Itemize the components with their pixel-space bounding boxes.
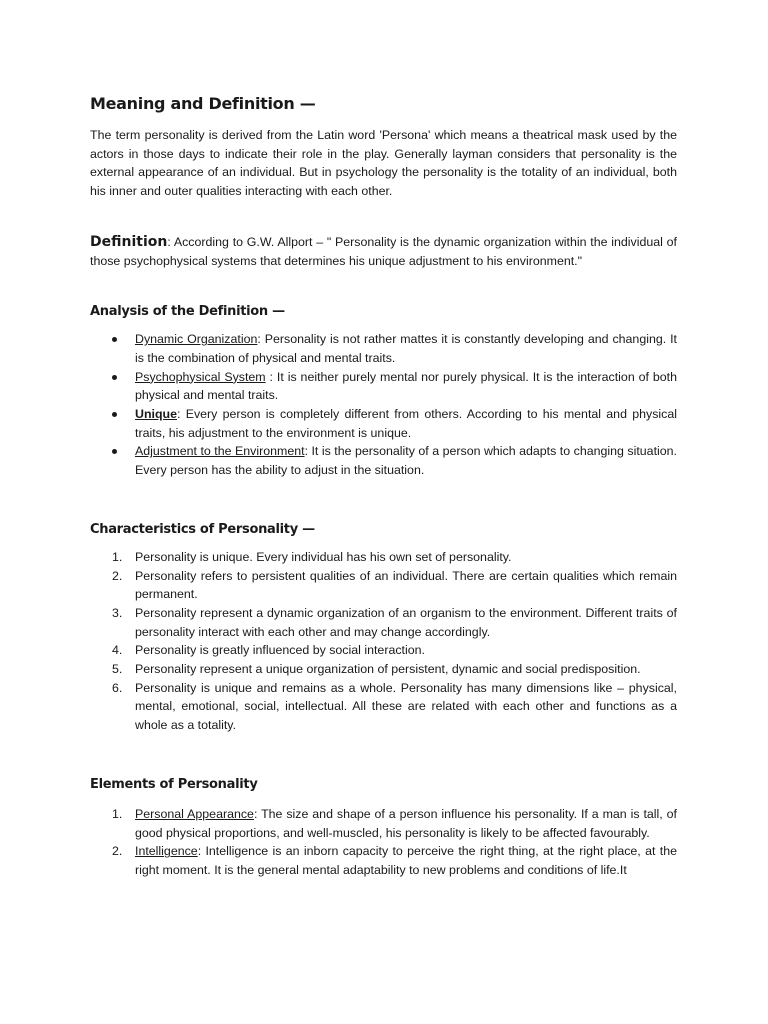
- term: Intelligence: [135, 844, 198, 859]
- list-item: [90, 368, 677, 405]
- heading-analysis: Analysis of the Definition —: [90, 304, 285, 320]
- item-number: 4.: [112, 643, 123, 658]
- document-body: [90, 92, 677, 880]
- elements-list: [90, 805, 677, 880]
- item-text: Personality is unique. Every individual has his own set of personality.: [135, 549, 512, 564]
- item-text: Personality is unique and remains as a whole. Personality has many dimensions like – physical, mental, emotional, social, intellectual. All these are related with each other and functions as a whole as a totality.: [135, 680, 677, 733]
- item-text: : It is neither purely mental nor purely physical. It is the interaction of both physical and mental traits.: [135, 369, 677, 403]
- item-text: : Intelligence is an inborn capacity to perceive the right thing, at the right place, at the right moment. It is the general mental adaptability to new problems and conditions of life.It: [135, 844, 677, 877]
- heading-meaning-definition: Meaning and Definition —: [90, 94, 316, 113]
- definition-paragraph: [90, 233, 677, 270]
- heading-elements: Elements of Personality: [90, 776, 258, 792]
- definition-label: Definition: [90, 233, 168, 250]
- term: Adjustment to the Environment: [135, 444, 305, 459]
- term: Personal Appearance: [135, 806, 254, 821]
- item-number: 5.: [112, 662, 123, 677]
- list-item: [90, 842, 677, 879]
- definition-text: : According to G.W. Allport – " Personality is the dynamic organization within the individual of those psychophysical systems that determines his unique adjustment to his environment.": [90, 234, 677, 268]
- list-item: [90, 805, 677, 842]
- term: Psychophysical System: [135, 369, 266, 384]
- item-text: Personality represent a unique organization of persistent, dynamic and social predisposition.: [135, 662, 641, 677]
- item-text: : The size and shape of a person influence his personality. If a man is tall, of good physical proportions, and well-muscled, his personality is likely to be affected favourably.: [135, 806, 677, 840]
- item-number: 3.: [112, 605, 123, 620]
- list-item: [90, 548, 677, 567]
- list-item: [90, 604, 677, 641]
- list-item: [90, 567, 677, 604]
- item-number: 1.: [112, 549, 123, 564]
- characteristics-list: [90, 548, 677, 735]
- item-number: 6.: [112, 680, 123, 695]
- item-text: Personality refers to persistent qualities of an individual. There are certain qualities which remain permanent.: [135, 568, 677, 602]
- bullet-icon: [112, 412, 117, 417]
- list-item: [90, 679, 677, 735]
- bullet-icon: [112, 449, 117, 454]
- list-item: [90, 405, 677, 442]
- bullet-icon: [112, 337, 117, 342]
- list-item: [90, 660, 677, 679]
- heading-characteristics: Characteristics of Personality —: [90, 521, 315, 537]
- item-text: : Every person is completely different from others. According to his mental and physical traits, his adjustment to the environment is unique.: [135, 407, 677, 440]
- term: Dynamic Organization: [135, 332, 258, 347]
- item-number: 2.: [112, 844, 123, 859]
- item-number: 1.: [112, 806, 123, 821]
- item-text: : It is the personality of a person which adapts to changing situation. Every person has the ability to adjust in the situation.: [135, 444, 677, 478]
- item-text: : Personality is not rather mattes it is constantly developing and changing. It is the combination of physical and mental traits.: [135, 332, 677, 365]
- item-number: 2.: [112, 568, 123, 583]
- intro-paragraph: The term personality is derived from the Latin word 'Persona' which means a theatrical mask used by the actors in those days to indicate their role in the play. Generally layman considers that personality is the external appearance of an individual. But in psychology the personality is the totality of an individual, both his inner and outer qualities interacting with each other.: [90, 128, 677, 199]
- item-text: Personality is greatly influenced by social interaction.: [135, 643, 425, 658]
- term: Unique: [135, 407, 177, 422]
- list-item: [90, 330, 677, 367]
- item-text: Personality represent a dynamic organization of an organism to the environment. Different traits of personality interact with each other and may change accordingly.: [135, 605, 677, 639]
- bullet-icon: [112, 375, 117, 380]
- list-item: [90, 442, 677, 479]
- analysis-list: [90, 330, 677, 480]
- list-item: [90, 641, 677, 660]
